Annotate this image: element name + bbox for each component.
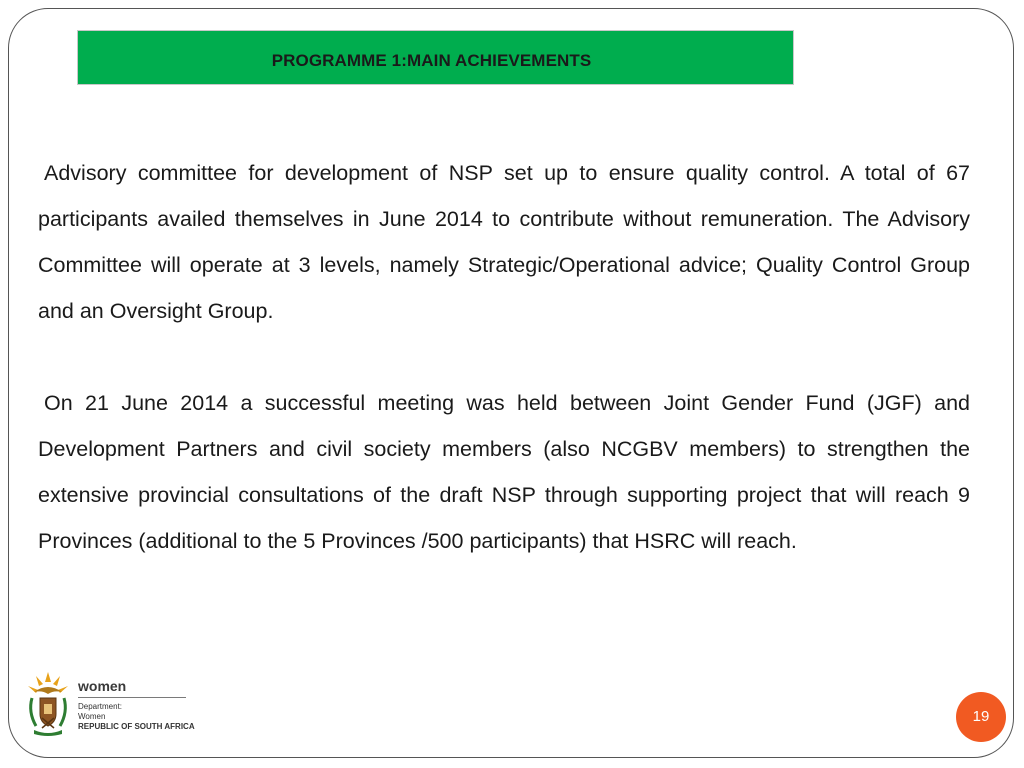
logo-title: women <box>78 678 127 694</box>
coat-of-arms-icon <box>24 668 72 738</box>
logo-divider <box>78 697 186 698</box>
paragraph-jgf-meeting: On 21 June 2014 a successful meeting was held between Joint Gender Fund (JGF) and Development Partners and civil society members (also NCGBV members) to strengthen the extensive provincial consultations of the draft NSP through supporting project that will reach 9 Provinces (additional to the 5 Provinces /500 participants) that HSRC will reach. <box>38 391 970 553</box>
logo-department-name: Women <box>78 712 106 721</box>
paragraph-advisory-committee: Advisory committee for development of NSP set up to ensure quality control. A total of 67 participants availed themselves in June 2014 to contribute without remuneration. The Advisory Committee will operate at 3 levels, namely Strategic/Operational advice; Quality Control Group and an Oversight Group. <box>38 161 970 323</box>
page-number: 19 <box>972 708 990 725</box>
page-number-badge <box>956 692 1006 742</box>
logo-department-label: Department: <box>78 702 123 711</box>
department-logo <box>24 668 194 738</box>
title-banner <box>77 30 794 85</box>
logo-country: REPUBLIC OF SOUTH AFRICA <box>78 722 195 731</box>
slide-title: PROGRAMME 1:MAIN ACHIEVEMENTS <box>271 51 592 70</box>
